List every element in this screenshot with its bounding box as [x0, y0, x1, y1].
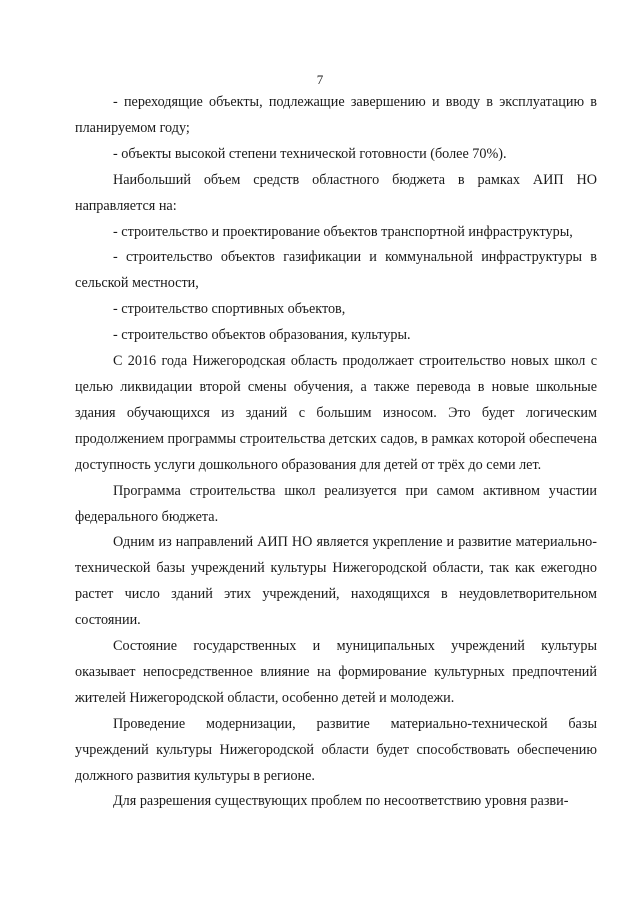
paragraph-school-construction: С 2016 года Нижегородская область продолжает строительство новых школ с целью ликвидации второй смены обучения, а также перевода в новые школьные здания обучающихся из зданий с большим износом. Это будет логическим продолжением программы строительства детских садов, в рамках которой обеспечена доступность услуги дошкольного образования для детей от трёх до семи лет.	[75, 353, 597, 473]
paragraph-modernization: Проведение модернизации, развитие материально-технической базы учреждений культуры Нижегородской области будет способствовать обеспечению должного развития культуры в регионе.	[75, 715, 597, 784]
paragraph-high-readiness-objects: - объекты высокой степени технической готовности (более 70%).	[113, 145, 507, 162]
paragraph-sports-objects: - строительство спортивных объектов,	[113, 301, 346, 318]
document-body	[75, 90, 597, 815]
paragraph-budget-directions-intro: Наибольший объем средств областного бюджета в рамках АИП НО направляется на:	[75, 171, 597, 214]
paragraph-federal-budget-participation: Программа строительства школ реализуется при самом активном участии федерального бюджета.	[75, 482, 597, 525]
paragraph-continuing-objects: - переходящие объекты, подлежащие завершению и вводу в эксплуатацию в планируемом году;	[75, 94, 597, 136]
paragraph-problem-resolution: Для разрешения существующих проблем по несоответствию уровня разви-	[113, 793, 569, 810]
paragraph-education-culture-objects: - строительство объектов образования, культуры.	[113, 327, 411, 344]
paragraph-gasification-infrastructure: - строительство объектов газификации и коммунальной инфраструктуры в сельской местности,	[75, 249, 597, 292]
paragraph-culture-institutions-base: Одним из направлений АИП НО является укрепление и развитие материально-технической базы учреждений культуры Нижегородской области, так как ежегодно растет число зданий этих учреждений, находящихся в неудовлетворительном состоянии.	[75, 534, 597, 629]
page-number: 7	[316, 72, 324, 87]
paragraph-transport-infrastructure: - строительство и проектирование объектов транспортной инфраструктуры,	[113, 223, 573, 240]
paragraph-culture-institutions-state: Состояние государственных и муниципальных учреждений культуры оказывает непосредственное влияние на формирование культурных предпочтений жителей Нижегородской области, особенно детей и молодежи.	[75, 638, 597, 706]
